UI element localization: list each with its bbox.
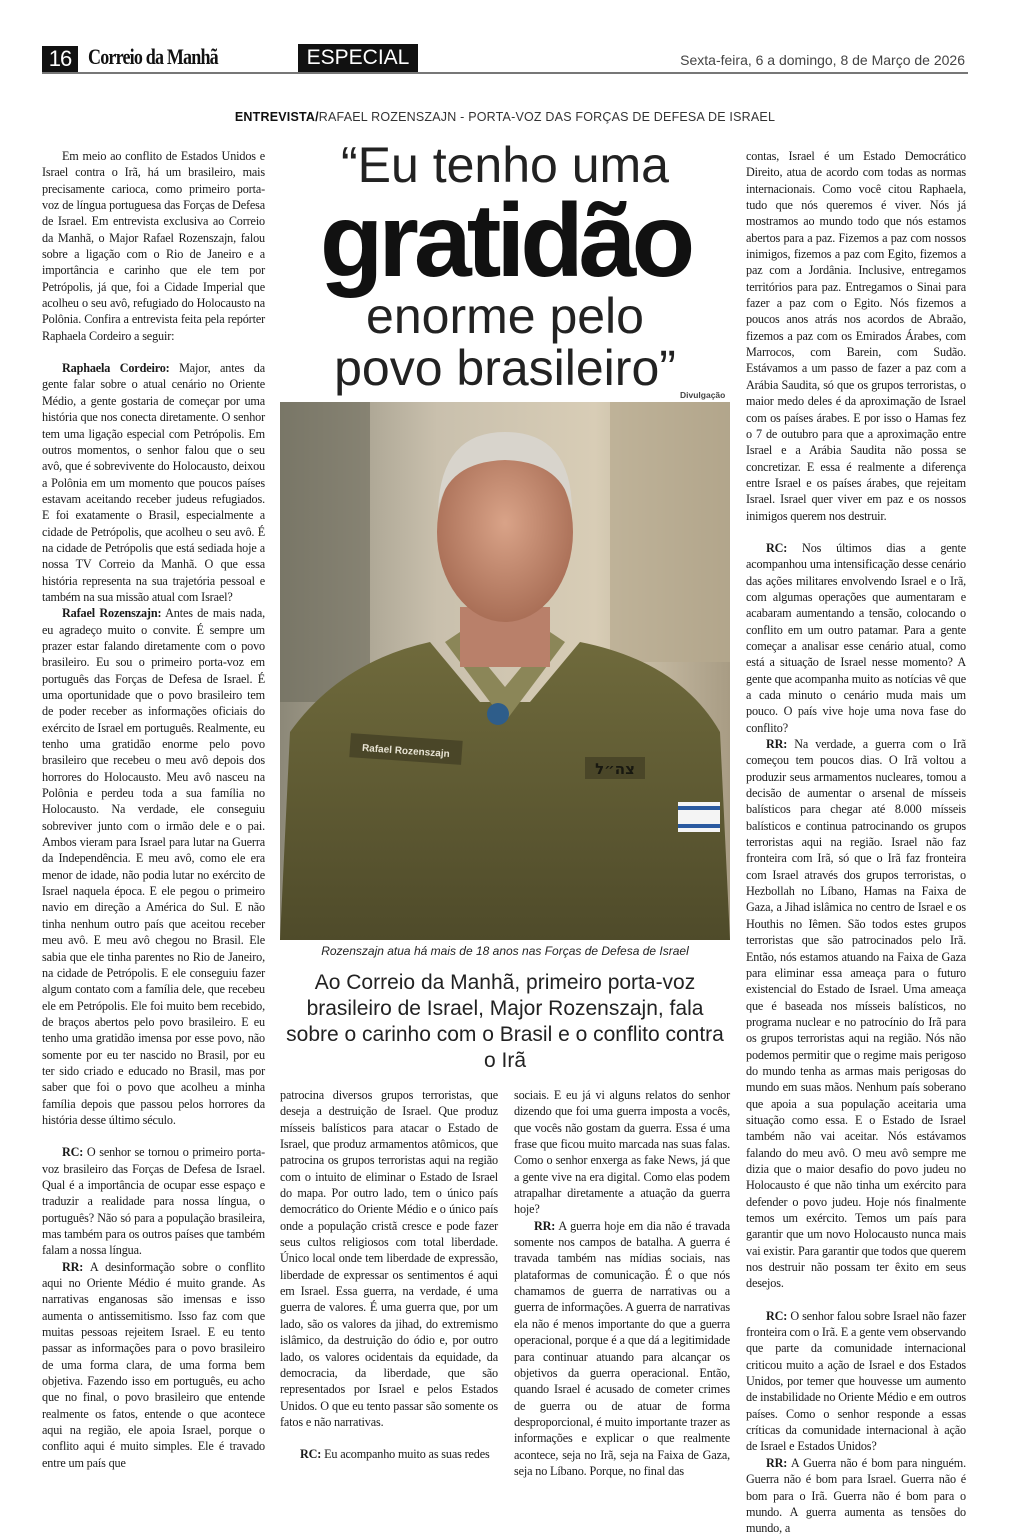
headline-line-3: enorme pelo [366, 288, 644, 344]
speaker-label: RC: [300, 1447, 322, 1462]
idf-patch: צה״ל [595, 760, 635, 778]
column-center-b [514, 1087, 730, 1478]
speaker-label: Rafael Rozenszajn: [62, 606, 162, 621]
paragraph [42, 148, 265, 344]
portrait-photo [280, 402, 730, 940]
speaker-label: RC: [766, 1308, 788, 1323]
paragraph [746, 148, 966, 524]
paragraph-text: Antes de mais nada, eu agradeço muito o convite. É sempre um prazer estar falando diretamente com o povo brasileiro. Eu sou o primeiro porta-voz em português das Forças de Defesa de Israel. É uma oportunidade que o povo brasileiro tem de poder receber as informações oficiais do exército de Israel em português. Realmente, eu tenho uma gratidão enorme pelo povo brasileiro que recebeu o meu avô depois dos horrores do Holocausto. Meu avô nasceu na Polônia e perdeu toda a sua família no Holocausto. Na verdade, ele conseguiu sobreviver junto com o irmão dele e o pai. Ambos vieram para Israel para lutar na Guerra da Independência. E meu avô, como ele era menor de idade, não podia lutar no exército de Israel naquela época. E ele pegou o primeiro navio em direção a América do Sul. E não tinha nenhum outro país que aceitou receber meu avô. E meu avô chegou no Brasil. Ele sabia que ele tinha parentes no Rio de Janeiro, na cidade de Petrópolis. E ele conseguiu fazer algum contato com a família dele, que recebeu ele em Petrópolis. Ele foi muito bem recebido, de braços abertos pelo povo brasileiro. E eu tenho uma gratidão imensa por esse povo, não somente por eu ter nascido no Brasil, por eu ter sido criado e educado no Brasil, mas por saber que foi o povo que acolheu a minha família depois que passou pelos horrores da história desse último século. [42, 606, 265, 1127]
paragraph [746, 736, 966, 1292]
paragraph-text: O senhor falou sobre Israel não fazer fronteira com o Irã. E a gente vem observando que parte da comunidade internacional criticou muito a ação de Israel e dos Estados Unidos, por temer que houvesse um aumento de instabilidade no Oriente Médio e em outros países. Como o senhor responde a essas críticas da comunidade internacional à ação de Israel e Estados Unidos? [746, 1308, 966, 1454]
headline-rest [280, 290, 730, 394]
paragraph [746, 540, 966, 736]
paragraph-text: patrocina diversos grupos terroristas, que deseja a destruição de Israel. Que produz mísseis balísticos para atacar o Estado de Israel, que produz armamentos atômicos, que patrocina os grupos terroristas aqui na região com o intuito de eliminar o Estado de Israel do mapa. Por outro lado, tem o único país democrático do Oriente Médio e o único país onde a população cristã cresce e pode fazer seus cultos religiosos com total liberdade. Único local onde tem liberdade de expressão, liberdade de expressar os sentimentos é aqui em Israel. Essa guerra, na verdade, é uma guerra de valores. É uma guerra que, por um lado, são os valores da jihad, do extremismo islâmico, da destruição do ódio e, por outro lado, os valores ocidentais da equidade, da democracia, da liberdade, que são representados por Israel e pelos Estados Unidos. O que eu tento passar são somente os fatos e não narrativas. [280, 1088, 498, 1429]
paragraph [42, 605, 265, 1128]
paragraph [514, 1218, 730, 1480]
page-number: 16 [42, 46, 78, 72]
paragraph [42, 360, 265, 605]
header-rule [42, 72, 968, 74]
column-left [42, 148, 265, 1470]
paragraph-text: Eu acompanho muito as suas redes [321, 1447, 490, 1462]
paragraph [280, 1446, 498, 1462]
headline-line-1: “Eu tenho uma [341, 137, 669, 193]
paragraph-text: Major, antes da gente falar sobre o atual cenário no Oriente Médio, a gente gostaria de começar por uma história que nos conecta diretamente. O senhor tem uma ligação especial com Petrópolis. Em outros momentos, o senhor falou que o seu avô, que é sobrevivente do Holocausto, deixou a Polônia em um momento que poucos países estavam aceitando receber judeus refugiados. E foi exatamente o Brasil, especialmente a cidade de Petrópolis, que acolheu o seu avô. É na cidade de Petrópolis que está sediada hoje a nossa TV Correio da Manhã. O que essa história representa na sua trajetória pessoal e também na sua missão atual com Israel? [42, 361, 265, 604]
paragraph-text: A Guerra não é bom para ninguém. Guerra não é bom para Israel. Guerra não é bom para o Irã. Guerra não é bom para o mundo. A guerra aumenta as tensões do mundo, a [746, 1455, 966, 1536]
paragraph [280, 1087, 498, 1430]
column-right [746, 148, 966, 1536]
paragraph [746, 1308, 966, 1455]
paragraph [514, 1087, 730, 1218]
paragraph-text: A desinformação sobre o conflito aqui no Oriente Médio é muito grande. As narrativas enganosas são imensas e isso aumenta o antissemitismo. Isso faz com que muitas pessoas rejeitem Israel. E eu tento passar as informações para o povo brasileiro de uma forma clara, de uma forma bem objetiva. Fazendo isso em português, eu acho que no final, o povo brasileiro que entende realmente os fatos, entende o que acontece aqui na região, ele apoia Israel, porque o conflito aqui é muito simples. Ele é travado entre um país que [42, 1259, 265, 1470]
kicker-text: RAFAEL ROZENSZAJN - PORTA-VOZ DAS FORÇAS DE DEFESA DE ISRAEL [318, 110, 776, 124]
paragraph-text: Em meio ao conflito de Estados Unidos e Israel contra o Irã, há um brasileiro, mais precisamente carioca, como primeiro porta-voz de língua portuguesa das Forças de Defesa de Israel. Em entrevista exclusiva ao Correio da Manhã, o Major Rafael Rozenszajn, falou sobre a ligação com o Rio de Janeiro e a importância e carinho que ele tem por Petrópolis, já que, foi a Cidade Imperial que acolheu o seu avô, refugiado do Holocausto na Polônia. Confira a entrevista feita pela repórter Raphaela Cordeiro a seguir: [42, 149, 265, 343]
speaker-label: RR: [766, 1455, 788, 1470]
column-center-a [280, 1087, 498, 1462]
headline-line-2: gratidão [319, 183, 691, 299]
section-label: ESPECIAL [298, 44, 418, 72]
speaker-label: RC: [62, 1145, 84, 1160]
name-tag: Rafael Rozenszajn [361, 742, 451, 761]
paragraph-text: A guerra hoje em dia não é travada somente nos campos de batalha. A guerra é travada também nas mídias sociais, nas plataformas de comunicação. É o que nós chamamos de guerra de narrativas ou a guerra de informações. A guerra de narrativas ela não é menos importante do que a guerra operacional, porque é a que dá a legitimidade para continuar atuando para alcançar os objetivos da guerra operacional. Então, quando Israel é acusado de cometer crimes de guerra ou de atuar de forma desproporcional, é muito importante trazer as informações e explicar o que realmente acontece, seja no Irã, seja na Faixa de Gaza, seja no Líbano. Porque, no final das [514, 1218, 730, 1478]
portrait-illustration [280, 402, 730, 940]
paragraph-text: Na verdade, a guerra com o Irã começou tem poucos dias. O Irã voltou a produzir seus armamentos nucleares, tomou a decisão de aumentar o arsenal de mísseis balísticos para chegar até 8.000 mísseis balísticos e continua patrocinando os grupos terroristas aqui na região. Israel não faz fronteira com Irã, só que o Irã faz fronteira com Israel através dos grupos terroristas, o Hezbollah no Líbano, Hamas na Faixa de Gaza, a Jihad islâmica no centro de Israel e os Houthis no Iêmen. São todos estes grupos terroristas que são patrocinados pelo Irã. Então, nós estamos atuando na Faixa de Gaza para eliminar essa ameaça para o futuro existencial do Estado de Israel. Uma ameaça que é baseada nos mísseis balísticos, no programa nuclear e no patrocínio do Irã para os grupos terroristas aqui na região. Nós não podemos permitir que o regime mais perigoso do mundo tenha as armas mais perigosas do mundo em suas mãos. Nenhum país soberano que apoia a sua população aceitaria uma situação como essa. E o Estado de Israel também não vai aceitar. Nós estávamos falando do meu avô. O meu avô sempre me dizia que o maior desafio do povo judeu no Holocausto é que não tinha um exército para defender o povo judeu. Hoje nós finalmente temos um exército. Temos um país para garantir que um novo Holocausto nunca mais vai existir. Para garantir que todos que querem nos destruir não possam ter êxito em seus desejos. [746, 737, 966, 1291]
speaker-label: RR: [62, 1259, 84, 1274]
kicker-label: ENTREVISTA/ [234, 110, 319, 124]
photo-credit: Divulgação [680, 390, 726, 400]
kicker [0, 110, 1010, 124]
paragraph-text: contas, Israel é um Estado Democrático Direito, atua de acordo com todas as normas internacionais. Como você citou Raphaela, tudo que nós queremos é viver. Nós já mostramos ao mundo todo que nós estamos abertos para a paz. Fizemos a paz com nossos inimigos, fizemos a paz com Egito, fizemos a paz com a Jordânia. Inclusive, entregamos territórios para paz. Entregamos o Sinai para fazer a paz com o Egito. Nós fizemos a poucos anos atrás nos acordos de Abraão, fizemos a paz com os Emirados Árabes, com Marrocos, com Barein, com Sudão. Estávamos a um passo de fazer a paz com a Arábia Saudita, só que os grupos terroristas, o maior medo deles é da aproximação de Israel com os países árabes. E por isso o Hamas fez o 7 de outubro para que a aproximação entre Israel e a Arábia Saudita não possa se concretizar. E essa é realmente a diferença entre Israel e os países árabes, que rejeitam Israel. Israel quer viver em paz e os nossos inimigos querem nos destruir. [746, 149, 966, 523]
issue-date: Sexta-feira, 6 a domingo, 8 de Março de 2026 [680, 52, 965, 68]
paragraph [42, 1144, 265, 1258]
paragraph [42, 1259, 265, 1471]
speaker-label: RR: [766, 737, 788, 752]
paragraph-text: sociais. E eu já vi alguns relatos do senhor dizendo que foi uma guerra imposta a vocês, que vocês não gostam da guerra. Essa é uma frase que ficou muito marcada nas suas falas. Como o senhor enxerga as fake News, já que a gente vive na era digital. Como elas podem atrapalhar diretamente a atuação da guerra hoje? [514, 1088, 730, 1217]
paragraph-text: O senhor se tornou o primeiro porta-voz brasileiro das Forças de Defesa de Israel. Qual é a importância de ocupar esse espaço e traduzir a realidade para nossa língua, o português? Não só para a população brasileira, mas também para os outros países que também falam a nossa língua. [42, 1145, 265, 1258]
headline-line-4: povo brasileiro” [334, 340, 676, 396]
speaker-label: RR: [534, 1218, 556, 1233]
paragraph-text: Nos últimos dias a gente acompanhou uma intensificação desse cenário das ações militares envolvendo Israel e o Irã, com algumas operações que aumentaram e acabaram aumentando a tensão, colocando o conflito em um outro patamar. Para a gente começar a analisar esse cenário atual, como está a situação de Israel nesse momento? A gente que acompanha muito as notícias vê que a cada minuto o cenário muda mais um pouco. O país vive hoje uma nova fase do conflito? [746, 540, 966, 735]
masthead: Correio da Manhã [88, 44, 218, 69]
photo-caption: Rozenszajn atua há mais de 18 anos nas Forças de Defesa de Israel [321, 944, 689, 958]
speaker-label: RC: [766, 540, 788, 555]
subtitle: Ao Correio da Manhã, primeiro porta-voz brasileiro de Israel, Major Rozenszajn, fala sobre o carinho com o Brasil e o conflito contra o Irã [286, 971, 724, 1072]
paragraph [746, 1455, 966, 1537]
speaker-label: Raphaela Cordeiro: [62, 361, 170, 376]
